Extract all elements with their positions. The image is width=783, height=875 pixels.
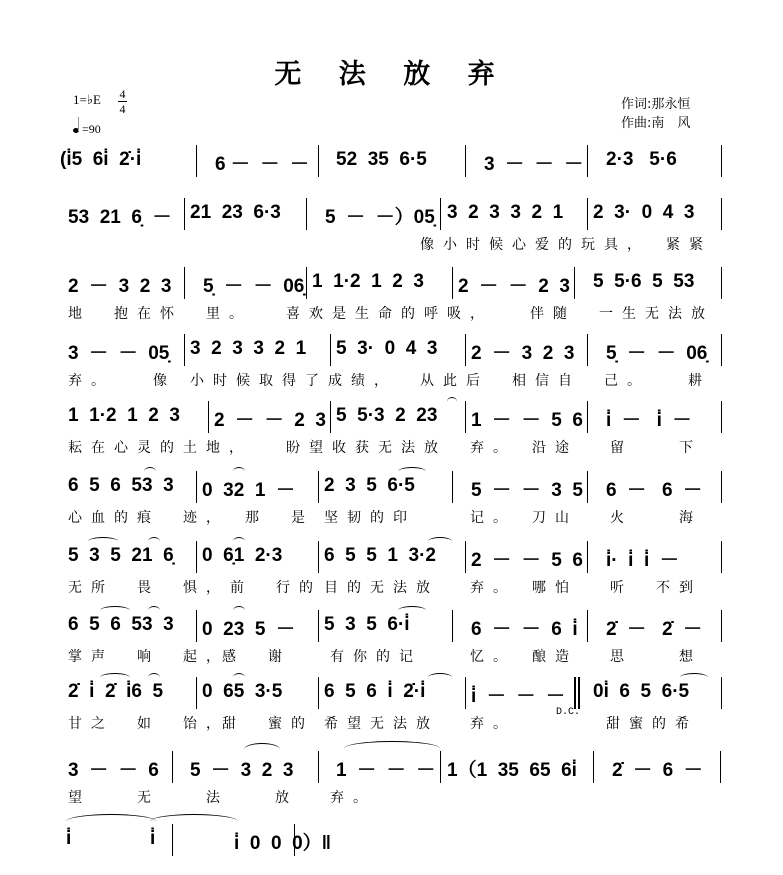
lyrics: 甘之 如 饴，: [68, 716, 229, 732]
composer: 作曲:南 风: [621, 116, 691, 131]
lyrics: 耘在心灵的土地，: [68, 440, 252, 456]
measure: 0 6̣1 2·3: [202, 545, 283, 566]
measure: 2 － 3 2 3: [68, 276, 172, 297]
lyrics: 像小时候心爱的玩具， 紧紧: [420, 237, 712, 253]
measure: 6 5 6 i̇ 2̇·i̇: [324, 681, 426, 702]
lyrics: 甜蜜的希: [606, 716, 698, 732]
lyrics: 无所 畏 惧，: [68, 580, 229, 596]
lyrics: 有你的记: [330, 649, 422, 665]
measure: 0 65 3·5: [202, 681, 283, 702]
lyrics: 留 下: [610, 440, 702, 456]
measure: 5 3 5 6·i̇: [324, 614, 410, 635]
lyrics: 记。 刀山: [470, 510, 578, 526]
lyrics: 从此后 相信自 己。: [420, 373, 650, 389]
lyricist: 作词:那永恒: [621, 97, 691, 112]
time-signature: 4 4: [119, 87, 126, 116]
measure: 5 5·6 5 53: [593, 271, 695, 292]
measure: 3 2 3 3 2 1: [190, 338, 307, 359]
measure: 6 － － －: [215, 154, 309, 175]
measure: 5̣ － － 06̣: [203, 276, 305, 297]
measure: 6 5 5 1 3·2: [324, 545, 436, 566]
song-title: 无 法 放 弃: [274, 59, 509, 90]
lyrics: 听 不到: [610, 580, 702, 596]
measure: (i̇5 6i̇ 2̇·i̇: [60, 149, 142, 170]
measure: 2̇ － 6 －: [612, 760, 703, 781]
measure: 1 － － 5 6: [471, 410, 583, 431]
measure: 1 － － －: [336, 760, 436, 781]
measure: 3 － － 6: [68, 760, 159, 781]
lyrics: 弃。 哪怕: [470, 580, 578, 596]
measure: 0 23 5 －: [202, 619, 295, 640]
lyrics: 希望无法放: [324, 716, 439, 732]
measure: 2 － － 5 6: [471, 550, 583, 571]
measure: 5 3· 0 4 3: [336, 338, 438, 359]
measure: 6 － － 6 i̇: [471, 619, 578, 640]
measure: i̇ － － －: [471, 686, 565, 707]
measure: 0 32 1 －: [202, 480, 295, 501]
measure: 2 － － 2 3: [214, 410, 326, 431]
lyrics: 心血的痕 迹， 那 是: [68, 510, 314, 526]
measure: 52 35 6·5: [336, 149, 427, 170]
measure: i̇: [66, 828, 72, 849]
measure: 3 － － －: [484, 154, 584, 175]
measure: 5̣ － － 06̣: [606, 343, 708, 364]
lyrics: 掌声 响 起，: [68, 649, 229, 665]
lyrics: 弃。 像: [68, 373, 176, 389]
measure: 1 1·2 1 2 3: [68, 405, 180, 426]
lyrics: 目的无法放: [324, 580, 439, 596]
lyrics: 忆。 酿造: [470, 649, 578, 665]
measure: 3 2 3 3 2 1: [447, 202, 564, 223]
lyrics: 盼望收获无法放: [286, 440, 447, 456]
lyrics: 前 行的: [230, 580, 322, 596]
measure: 5 － －）05̣: [325, 207, 435, 228]
measure: i̇: [150, 828, 156, 849]
lyrics: 耕: [688, 373, 711, 389]
quarter-note-icon: [73, 128, 79, 133]
measure: 53 21 6̣ －: [68, 207, 172, 228]
measure: 2̇ － 2̇ －: [606, 619, 703, 640]
measure: 2̇ i̇ 2̇ i̇6 5: [68, 681, 164, 702]
lyrics: 望 无 法 放: [68, 790, 298, 806]
measure: 0i̇ 6 5 6·5: [593, 681, 690, 702]
measure: 5 3 5 21 6̣: [68, 545, 174, 566]
lyrics: 坚韧的印: [324, 510, 416, 526]
lyrics: 火 海: [610, 510, 702, 526]
lyrics: 地 抱在怀 里。: [68, 306, 252, 322]
lyrics: 弃。: [330, 790, 376, 806]
measure: i̇ － i̇ －: [606, 410, 692, 431]
measure: 5 － － 3 5: [471, 480, 583, 501]
lyrics: 小时候取得了成绩，: [190, 373, 397, 389]
measure: 2 3 5 6·5: [324, 475, 415, 496]
measure: 2 － 3 2 3: [471, 343, 575, 364]
lyrics: 甜 蜜的: [222, 716, 314, 732]
measure: 1 1·2 1 2 3: [312, 271, 424, 292]
measure: 6 － 6 －: [606, 480, 703, 501]
lyrics: 喜欢是生命的呼吸，: [286, 306, 493, 322]
measure: 2 － － 2 3: [458, 276, 570, 297]
credits: [621, 95, 690, 133]
lyrics: 弃。 沿途: [470, 440, 578, 456]
key-signature: [73, 87, 126, 116]
measure: 6 5 6 53 3: [68, 475, 174, 496]
measure: 2·3 5·6: [606, 149, 677, 170]
lyrics: 思 想: [610, 649, 702, 665]
measure: 6 5 6 53 3: [68, 614, 174, 635]
measure: i̇ 0 0 0）‖: [234, 833, 332, 854]
tempo-marking: =90: [73, 122, 101, 137]
lyrics: 感 谢: [222, 649, 291, 665]
measure: 5 － 3 2 3: [190, 760, 294, 781]
lyrics: 伴随 一生无法放: [530, 306, 714, 322]
measure: 5 5·3 2 23: [336, 405, 438, 426]
da-capo-mark: D.C.: [556, 707, 581, 718]
measure: 21 23 6·3: [190, 202, 281, 223]
measure: 2 3· 0 4 3: [593, 202, 695, 223]
key-label: 1=♭E: [73, 92, 101, 107]
measure: 1（1 35 65 6i̇: [447, 760, 577, 781]
measure: 3 － － 05̣: [68, 343, 170, 364]
measure: i̇· i̇ i̇ －: [606, 550, 679, 571]
lyrics: 弃。: [470, 716, 516, 732]
